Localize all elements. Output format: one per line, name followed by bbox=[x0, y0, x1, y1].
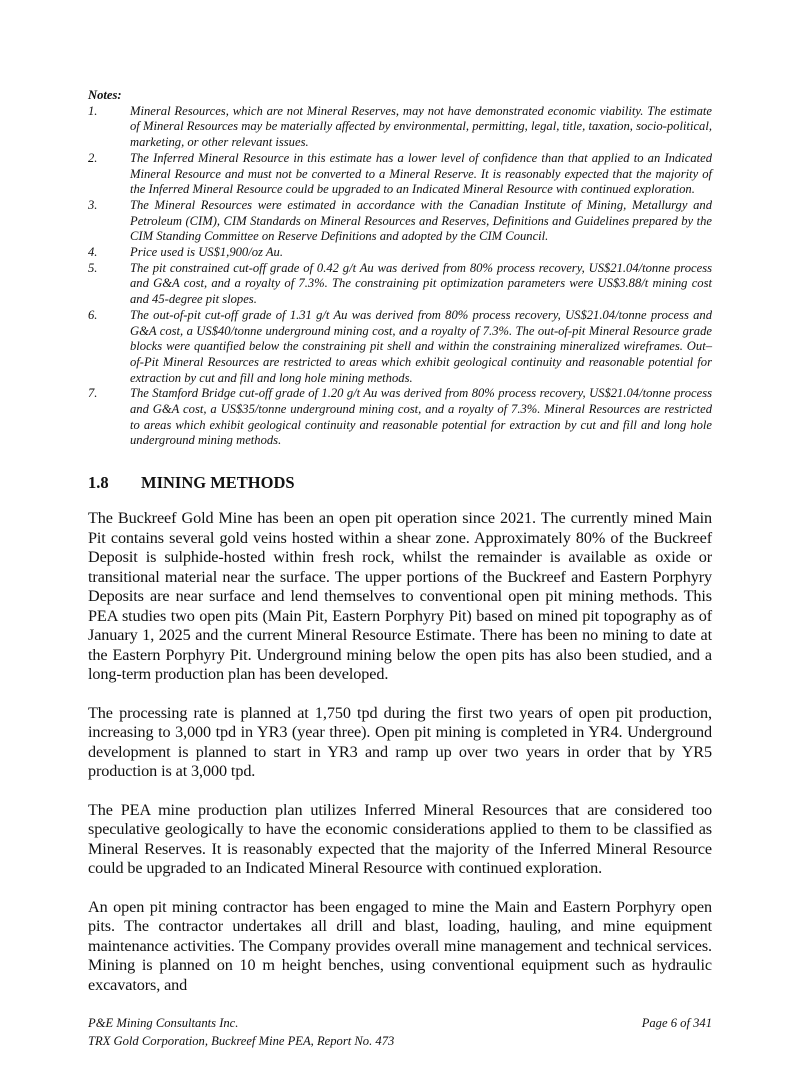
note-text: The pit constrained cut-off grade of 0.42 g/t Au was derived from 80% process recovery, US$21.04/tonne process and G&A cost, and a royalty of 7.3%. The constraining pit optimization parameters were US$3.88/t mining cost and 45-degree pit slopes. bbox=[130, 260, 712, 307]
note-text: The out-of-pit cut-off grade of 1.31 g/t Au was derived from 80% process recovery, US$21.04/tonne process and G&A cost, a US$40/tonne underground mining cost, and a royalty of 7.3%. The out-of-pit Mineral Resource grade blocks were quantified below the constraining pit shell and within the constraining mineralized wireframes. Out–of-Pit Mineral Resources are restricted to areas which exhibit geological continuity and reasonable potential for extraction by cut and fill and long hole mining methods. bbox=[130, 307, 712, 385]
note-item bbox=[88, 198, 712, 245]
section-title: MINING METHODS bbox=[141, 473, 295, 493]
body-text bbox=[88, 509, 712, 995]
notes-list bbox=[88, 104, 712, 449]
note-item bbox=[88, 151, 712, 198]
footer-company: P&E Mining Consultants Inc. bbox=[88, 1016, 239, 1031]
note-number: 1. bbox=[88, 103, 98, 118]
note-item bbox=[88, 261, 712, 308]
note-number: 6. bbox=[88, 307, 98, 322]
paragraph: The PEA mine production plan utilizes Inferred Mineral Resources that are considered too speculative geologically to have the economic considerations applied to them to be classified as Mineral Reserves. It is reasonably expected that the majority of the Inferred Mineral Resource could be upgraded to an Indicated Mineral Resource with continued exploration. bbox=[88, 800, 712, 878]
note-text: Price used is US$1,900/oz Au. bbox=[130, 245, 283, 260]
note-text: The Stamford Bridge cut-off grade of 1.20 g/t Au was derived from 80% process recovery, US$21.04/tonne process and G&A cost, a US$35/tonne underground mining cost, and a royalty of 7.3%. Mineral Resources are restricted to areas which exhibit geological continuity and reasonable potential for extraction by cut and fill and long hole underground mining methods. bbox=[130, 386, 712, 448]
note-number: 2. bbox=[88, 150, 98, 165]
note-number: 5. bbox=[88, 260, 98, 275]
note-text: Mineral Resources, which are not Mineral Reserves, may not have demonstrated economic viability. The estimate of Mineral Resources may be materially affected by environmental, permitting, legal, title, taxation, socio-political, marketing, or other relevant issues. bbox=[130, 103, 712, 150]
note-text: The Mineral Resources were estimated in accordance with the Canadian Institute of Mining, Metallurgy and Petroleum (CIM), CIM Standards on Mineral Resources and Reserves, Definitions and Guidelines prepared by the CIM Standing Committee on Reserve Definitions and adopted by the CIM Council. bbox=[130, 197, 712, 244]
notes-title: Notes: bbox=[88, 88, 122, 102]
note-number: 4. bbox=[88, 245, 98, 260]
section-number: 1.8 bbox=[88, 473, 109, 493]
paragraph: The processing rate is planned at 1,750 tpd during the first two years of open pit production, increasing to 3,000 tpd in YR3 (year three). Open pit mining is completed in YR4. Underground development is planned to start in YR3 and ramp up over two years in order that by YR5 production is at 3,000 tpd. bbox=[88, 703, 712, 781]
page-footer bbox=[88, 1014, 712, 1050]
page-number: Page 6 of 341 bbox=[641, 1016, 712, 1031]
note-item bbox=[88, 245, 712, 261]
paragraph: The Buckreef Gold Mine has been an open pit operation since 2021. The currently mined Main Pit contains several gold veins hosted within a shear zone. Approximately 80% of the Buckreef Deposit is sulphide-hosted within fresh rock, whilst the remainder is available as oxide or transitional material near the surface. The upper portions of the Buckreef and Eastern Porphyry Deposits are near surface and lend themselves to conventional open pit mining methods. This PEA studies two open pits (Main Pit, Eastern Porphyry Pit) based on mined pit topography as of January 1, 2025 and the current Mineral Resource Estimate. There has been no mining to date at the Eastern Porphyry Pit. Underground mining below the open pits has also been studied, and a long-term production plan has been developed. bbox=[88, 509, 712, 684]
notes-section bbox=[88, 88, 712, 449]
note-item bbox=[88, 104, 712, 151]
paragraph: An open pit mining contractor has been engaged to mine the Main and Eastern Porphyry open pits. The contractor undertakes all drill and blast, loading, hauling, and mine equipment maintenance activities. The Company provides overall mine management and technical services. Mining is planned on 10 m height benches, using conventional equipment such as hydraulic excavators, and bbox=[88, 897, 712, 994]
note-text: The Inferred Mineral Resource in this estimate has a lower level of confidence than that applied to an Indicated Mineral Resource and must not be converted to a Mineral Reserve. It is reasonably expected that the majority of the Inferred Mineral Resource could be upgraded to an Indicated Mineral Resource with continued exploration. bbox=[130, 150, 712, 197]
section-heading bbox=[88, 473, 712, 493]
note-item bbox=[88, 386, 712, 449]
note-number: 7. bbox=[88, 386, 98, 401]
note-item bbox=[88, 308, 712, 387]
footer-report: TRX Gold Corporation, Buckreef Mine PEA, Report No. 473 bbox=[88, 1034, 395, 1049]
note-number: 3. bbox=[88, 197, 98, 212]
